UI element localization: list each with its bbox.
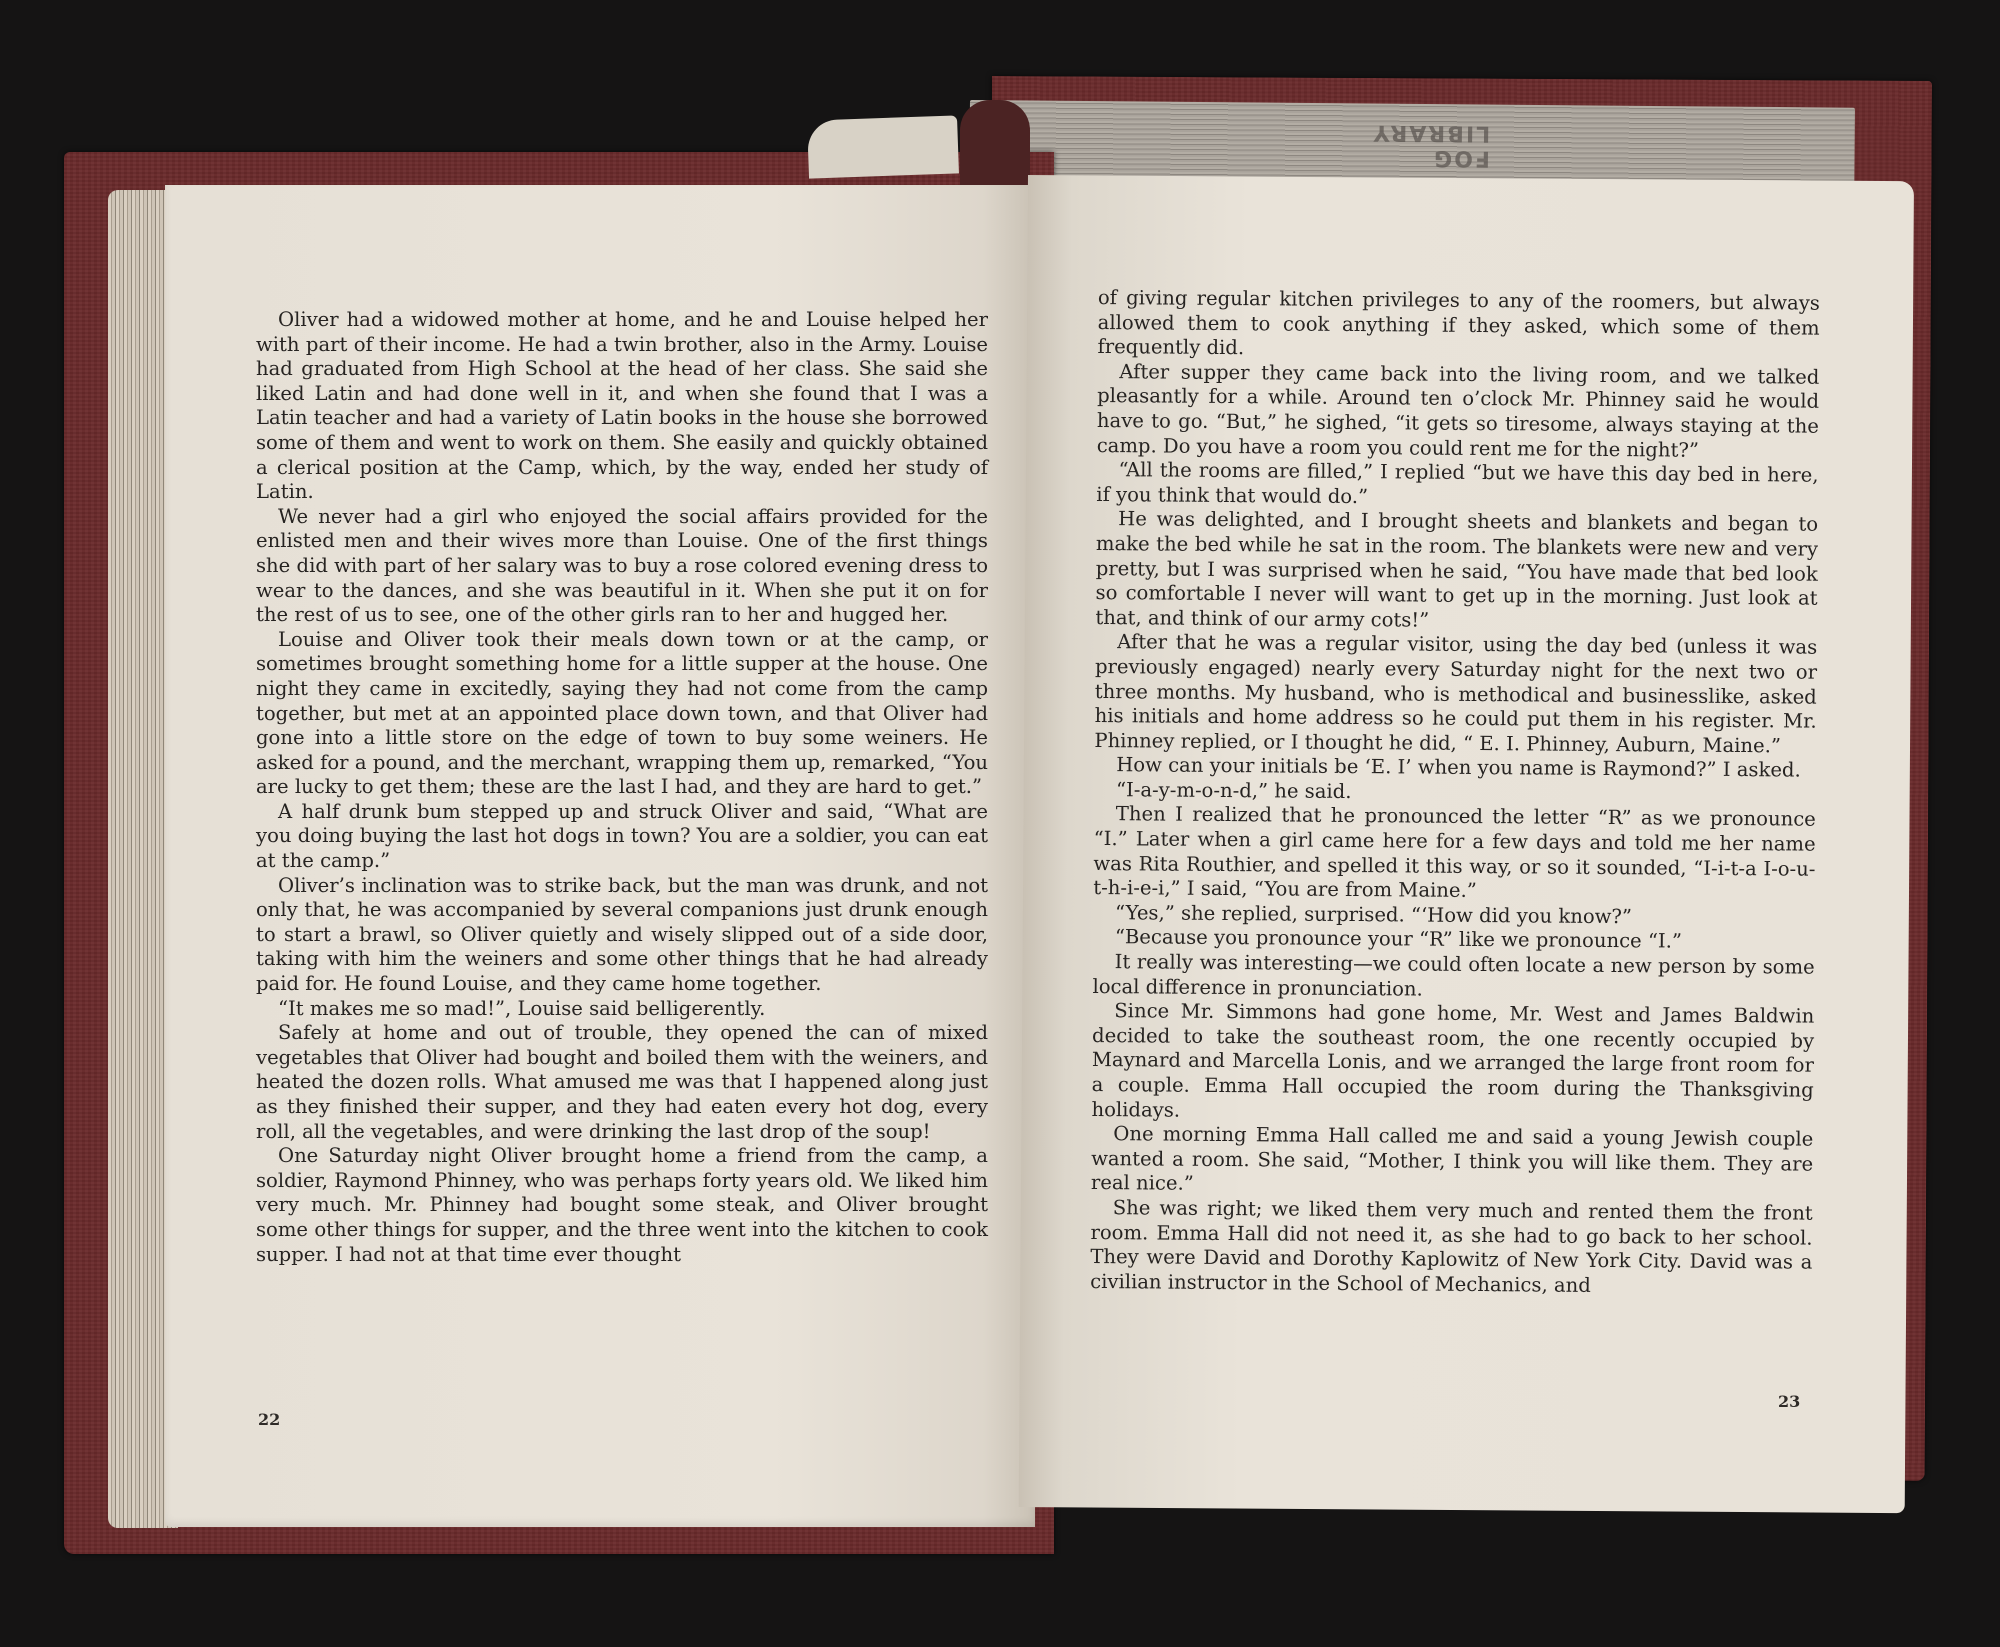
- book-spine: [960, 100, 1030, 195]
- paragraph: Oliver’s inclination was to strike back, but the man was drunk, and not only that, he was accompanied by several companions just drunk enough to start a brawl, so Oliver quietly and wisely slipped out of a side door, taking with him the weiners and some other things that he had already paid for. He found Louise, and they came home together.: [256, 873, 988, 996]
- paragraph: Safely at home and out of trouble, they opened the can of mixed vegetables that Oliver had bought and boiled them with the weiners, and heated the dozen rolls. What amused me was that I happened along just as they finished their supper, and they had eaten every hot dog, every roll, all the vegetables, and were drinking the last drop of the soup!: [256, 1021, 988, 1143]
- paragraph: Then I realized that he pronounced the letter “R” as we pronounce “I.” Later when a girl came here for a few days and told me her name was Rita Routhier, and spelled it this way, or so it sounded, “I-i-t-a I-o-u-t-h-i-e-i,” I said, “You are from Maine.”: [1093, 802, 1816, 903]
- paragraph: Louise and Oliver took their meals down town or at the camp, or sometimes brought something home for a little supper at the house. One night they came in excitedly, saying they had not come from the camp together, but met at an appointed place down town, and that Oliver had gone into a little store on the edge of town to buy some weiners. He asked for a pound, and the merchant, wrapping them up, remarked, “You are lucky to get them; these are the last I had, and they are hard to get.”: [256, 627, 988, 799]
- paragraph: of giving regular kitchen privileges to any of the roomers, but always allowed them to cook anything if they asked, which some of them frequently did.: [1097, 286, 1820, 360]
- paragraph: “It makes me so mad!”, Louise said belligerently.: [278, 996, 766, 1020]
- torn-page-corner: [807, 115, 959, 178]
- paragraph: “Because you pronounce your “R” like we pronounce “I.”: [1114, 925, 1683, 954]
- paragraph: A half drunk bum stepped up and struck Oliver and said, “What are you doing buying the last hot dogs in town? You are a soldier, you can eat at the camp.”: [256, 799, 988, 873]
- left-page-text: [256, 308, 988, 1267]
- paragraph: It really was interesting—we could often locate a new person by some local difference in pronunciation.: [1092, 950, 1815, 1001]
- right-page-text: [1090, 286, 1820, 1300]
- library-stamp: FOG LIBRARY: [1371, 119, 1491, 171]
- paragraph: She was right; we liked them very much and rented them the front room. Emma Hall did not need it, as she had to go back to her school. They were David and Dorothy Kaplowitz of New York City. David was a civilian instructor in the School of Mechanics, and: [1090, 1196, 1813, 1297]
- paragraph: “Yes,” she replied, surprised. “‘How did you know?”: [1114, 900, 1633, 929]
- paragraph: One morning Emma Hall called me and said a young Jewish couple wanted a room. She said, “Mother, I think you will like them. They are real nice.”: [1090, 1122, 1814, 1196]
- page-number-right: 23: [1778, 1392, 1801, 1411]
- paragraph: Oliver had a widowed mother at home, and he and Louise helped her with part of their income. He had a twin brother, also in the Army. Louise had graduated from High School at the head of her class. She said she liked Latin and had done well in it, and when she found that I was a Latin teacher and had a variety of Latin books in the house she borrowed some of them and went to work on them. She easily and quickly obtained a clerical position at the Camp, which, by the way, ended her study of Latin.: [256, 308, 988, 504]
- paragraph: After supper they came back into the living room, and we talked pleasantly for a while. Around ten o’clock Mr. Phinney said he would have to go. “But,” he sighed, “it gets so tiresome, always staying at the camp. Do you have a room you could rent me for the night?”: [1096, 359, 1820, 462]
- paragraph: How can your initials be ‘E. I’ when you name is Raymond?” I asked.: [1116, 753, 1801, 782]
- paragraph: After that he was a regular visitor, using the day bed (unless it was previously engaged) nearly every Saturday night for the next two or three months. My husband, who is methodical and businesslike, asked his initials and home address so he could put them in his register. Mr. Phinney replied, or I thought he did, “ E. I. Phinney, Auburn, Maine.”: [1094, 630, 1818, 758]
- paragraph: He was delighted, and I brought sheets and blankets and began to make the bed while he sat in the room. The blankets were new and very pretty, but I was surprised when he said, “You have made that bed look so comfortable I never will want to get up in the morning. Just look at that, and think of our army cots!”: [1095, 507, 1819, 632]
- page-number-left: 22: [258, 1410, 281, 1429]
- paragraph: One Saturday night Oliver brought home a friend from the camp, a soldier, Raymond Phinney, who was perhaps forty years old. We liked him very much. Mr. Phinney had bought some steak, and Oliver brought some other things for supper, and the three went into the kitchen to cook supper. I had not at that time ever thought: [256, 1144, 988, 1266]
- paragraph: “I-a-y-m-o-n-d,” he said.: [1115, 778, 1352, 803]
- paragraph: “All the rooms are filled,” I replied “but we have this day bed in here, if you think that would do.”: [1096, 458, 1819, 508]
- paragraph: Since Mr. Simmons had gone home, Mr. West and James Baldwin decided to take the southeast room, the one recently occupied by Maynard and Marcella Lonis, and we arranged the large front room for a couple. Emma Hall occupied the room during the Thanksgiving holidays.: [1091, 999, 1815, 1122]
- paragraph: We never had a girl who enjoyed the social affairs provided for the enlisted men and their wives more than Louise. One of the first things she did with part of her salary was to buy a rose colored evening dress to wear to the dances, and she was beautiful in it. When she put it on for the rest of us to see, one of the other girls ran to her and hugged her.: [256, 504, 988, 627]
